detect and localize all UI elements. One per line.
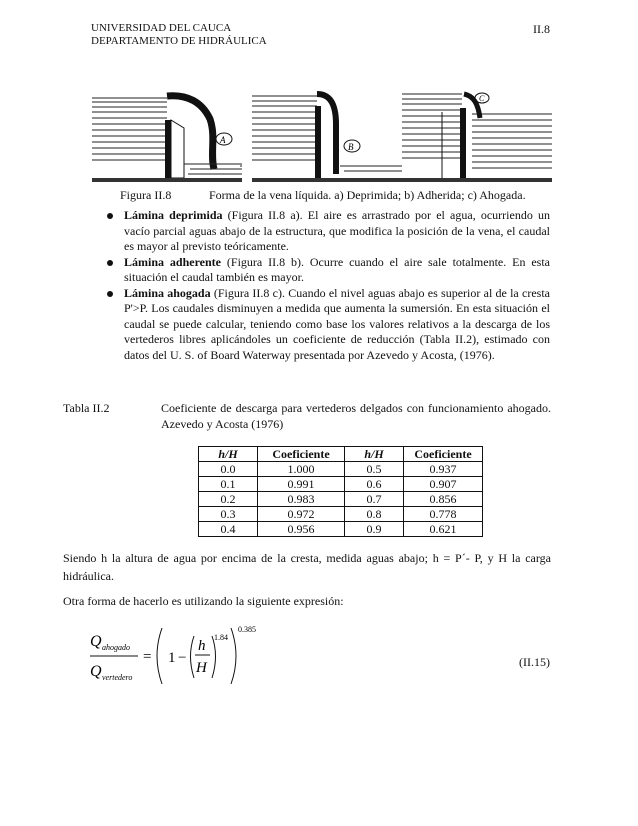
table-cell: 1.000	[258, 462, 345, 477]
table-cell: 0.621	[404, 522, 483, 537]
eq-exp-2: 0.385	[238, 625, 256, 634]
equation-ii-15	[88, 622, 268, 688]
equation-number: (II.15)	[519, 655, 550, 669]
table-header: h/H	[345, 447, 404, 462]
label-a: A	[220, 135, 226, 145]
panel-a-sketch	[92, 96, 242, 182]
eq-minus: −	[178, 650, 187, 666]
table-header-row	[199, 447, 483, 462]
bullet-item	[92, 286, 550, 364]
eq-num-sub: ahogado	[102, 643, 130, 652]
table-row	[199, 477, 483, 492]
label-b: B	[348, 142, 354, 152]
table-cell: 0.1	[199, 477, 258, 492]
panel-b-sketch	[252, 94, 402, 182]
table-caption-text: Coeficiente de descarga para vertederos delgados con funcionamiento ahogado. Azevedo y Acosta (1976)	[161, 401, 551, 431]
figure-caption	[120, 188, 526, 203]
table-cell: 0.907	[404, 477, 483, 492]
department-name: DEPARTAMENTO DE HIDRÁULICA	[91, 35, 267, 47]
bullet-text: (Figura II.8 b). Ocurre cuando el aire sale totalmente. En esta situación el caudal también es mayor.	[124, 254, 550, 284]
table-cell: 0.983	[258, 492, 345, 507]
bullet-text: (Figura II.8 a). El aire es arrastrado por el agua, ocurriendo un vacío parcial aguas abajo de la estructura, que modifica la posición de la vena, el caudal es mayor al previsto teóricamente.	[124, 208, 550, 253]
table-header: h/H	[199, 447, 258, 462]
eq-den-q: Q	[90, 663, 102, 680]
table-cell: 0.956	[258, 522, 345, 537]
label-c: C	[479, 94, 485, 103]
eq-one: 1	[168, 650, 176, 666]
table-caption-label: Tabla II.2	[63, 401, 110, 415]
table-cell: 0.4	[199, 522, 258, 537]
table-row	[199, 507, 483, 522]
bullet-icon	[107, 291, 113, 297]
eq-equals: =	[143, 649, 152, 665]
table-cell: 0.9	[345, 522, 404, 537]
table-cell: 0.6	[345, 477, 404, 492]
eq-exp-1: 1.84	[214, 633, 228, 642]
weir-figure	[92, 84, 552, 184]
table-row	[199, 492, 483, 507]
table-cell: 0.8	[345, 507, 404, 522]
bullet-list	[92, 208, 550, 363]
table-header: Coeficiente	[404, 447, 483, 462]
page-header	[91, 22, 267, 48]
table-row	[199, 462, 483, 477]
table-cell: 0.972	[258, 507, 345, 522]
table-cell: 0.7	[345, 492, 404, 507]
bullet-icon	[107, 213, 113, 219]
panel-c-sketch	[402, 93, 552, 182]
paragraph-siendo: Siendo h la altura de agua por encima de la cresta, medida aguas abajo; h = P´- P, y H la carga hidráulica.	[63, 551, 551, 583]
eq-big-h: H	[196, 660, 207, 676]
bullet-term: Lámina deprimida	[124, 208, 223, 222]
bullet-icon	[107, 260, 113, 266]
table-cell: 0.3	[199, 507, 258, 522]
table-cell: 0.2	[199, 492, 258, 507]
table-cell: 0.856	[404, 492, 483, 507]
bullet-text: (Figura II.8 c). Cuando el nivel aguas abajo es superior al de la cresta P'>P. Los caudales disminuyen a medida que aumenta la sumersión. En esta situación el caudal se puede calcular, teniendo como base los valores relativos a la descarga de los vertederos libres aplicándoles un coeficiente de reducción (Tabla II.2), estimado con datos del U. S. of Board Waterway presentada por Azevedo y Acosta, (1976).	[124, 285, 550, 362]
figure-caption-text: Forma de la vena líquida. a) Deprimida; b) Adherida; c) Ahogada.	[209, 188, 526, 202]
figure-caption-label: Figura II.8	[120, 188, 172, 202]
eq-num-q: Q	[90, 633, 102, 650]
table-cell: 0.937	[404, 462, 483, 477]
coefficient-table	[198, 446, 483, 537]
eq-den-sub: vertedero	[102, 673, 133, 682]
table-header: Coeficiente	[258, 447, 345, 462]
paragraph-otra-forma: Otra forma de hacerlo es utilizando la siguiente expresión:	[63, 594, 344, 608]
table-cell: 0.5	[345, 462, 404, 477]
bullet-term: Lámina adherente	[124, 254, 222, 269]
table-cell: 0.778	[404, 507, 483, 522]
eq-h: h	[198, 638, 206, 654]
table-cell: 0.991	[258, 477, 345, 492]
page-number: II.8	[533, 22, 550, 36]
bullet-term: Lámina ahogada	[124, 285, 211, 300]
bullet-item	[92, 255, 550, 286]
university-name: UNIVERSIDAD DEL CAUCA	[91, 22, 232, 34]
table-row	[199, 522, 483, 537]
table-cell: 0.0	[199, 462, 258, 477]
bullet-item	[92, 208, 550, 255]
